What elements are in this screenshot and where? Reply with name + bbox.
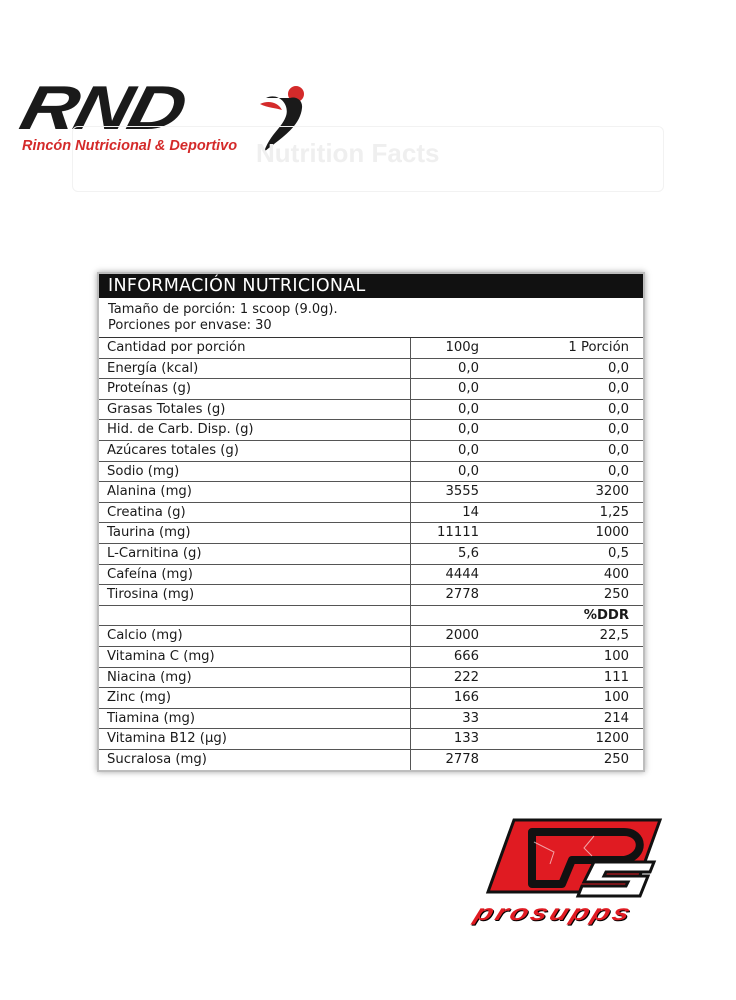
value-per-100g: 11111 xyxy=(437,525,479,541)
nutrient-name: Cafeína (mg) xyxy=(99,565,411,585)
nutrient-name: Zinc (mg) xyxy=(99,688,411,708)
nutrient-rows xyxy=(99,359,643,771)
header-per100: 100g xyxy=(445,340,479,355)
value-per-serving: 214 xyxy=(603,710,629,726)
value-per-serving: 0,5 xyxy=(608,545,629,561)
value-per-100g: 5,6 xyxy=(458,545,479,561)
nutrient-name: Alanina (mg) xyxy=(99,482,411,502)
table-row xyxy=(99,503,643,524)
value-per-serving: 100 xyxy=(603,648,629,664)
table-row xyxy=(99,462,643,483)
table-row xyxy=(99,750,643,771)
nutrient-name: Proteínas (g) xyxy=(99,379,411,399)
table-row xyxy=(99,626,643,647)
nutrient-name: Grasas Totales (g) xyxy=(99,400,411,420)
table-row xyxy=(99,359,643,380)
value-per-100g: 2000 xyxy=(445,628,479,644)
value-per-serving: 400 xyxy=(603,566,629,582)
value-per-serving: 100 xyxy=(603,690,629,706)
value-per-serving: 0,0 xyxy=(608,442,629,458)
table-row xyxy=(99,688,643,709)
serving-size: Tamaño de porción: 1 scoop (9.0g). xyxy=(108,302,338,317)
value-per-100g: 666 xyxy=(453,648,479,664)
prosupps-logo xyxy=(470,812,690,928)
value-per-100g: 0,0 xyxy=(458,381,479,397)
value-per-serving: 250 xyxy=(603,587,629,603)
value-per-100g: 3555 xyxy=(445,484,479,500)
value-per-serving: 0,0 xyxy=(608,381,629,397)
value-per-serving: 22,5 xyxy=(599,628,629,644)
value-per-100g: 0,0 xyxy=(458,401,479,417)
value-per-serving: %DDR xyxy=(583,607,629,623)
value-per-serving: 3200 xyxy=(595,484,629,500)
table-row xyxy=(99,379,643,400)
table-row xyxy=(99,647,643,668)
nutrient-name: Vitamina B12 (µg) xyxy=(99,729,411,749)
table-row xyxy=(99,523,643,544)
nutrient-name: Energía (kcal) xyxy=(99,359,411,379)
table-row xyxy=(99,441,643,462)
prosupps-emblem-icon xyxy=(474,812,690,904)
nutrient-name: Creatina (g) xyxy=(99,503,411,523)
serving-info xyxy=(99,298,643,338)
table-row xyxy=(99,400,643,421)
nutrient-name: Tirosina (mg) xyxy=(99,585,411,605)
nutrient-name: Hid. de Carb. Disp. (g) xyxy=(99,420,411,440)
servings-per-container: Porciones por envase: 30 xyxy=(108,318,272,333)
rnd-wordmark: RND xyxy=(13,74,192,143)
table-header-row xyxy=(99,338,643,359)
value-per-serving: 1,25 xyxy=(599,504,629,520)
nutrient-name: L-Carnitina (g) xyxy=(99,544,411,564)
table-row xyxy=(99,420,643,441)
nutrition-table xyxy=(97,272,645,772)
value-per-serving: 111 xyxy=(603,669,629,685)
value-per-100g: 133 xyxy=(453,731,479,747)
value-per-serving: 0,0 xyxy=(608,401,629,417)
nutrient-name: Taurina (mg) xyxy=(99,523,411,543)
value-per-serving: 250 xyxy=(603,751,629,767)
value-per-100g xyxy=(411,606,479,626)
table-title: INFORMACIÓN NUTRICIONAL xyxy=(99,274,643,298)
table-row xyxy=(99,482,643,503)
value-per-serving: 0,0 xyxy=(608,360,629,376)
table-row xyxy=(99,544,643,565)
header-name: Cantidad por porción xyxy=(99,338,411,358)
table-row xyxy=(99,729,643,750)
prosupps-wordmark: prosupps xyxy=(470,900,637,925)
table-row xyxy=(99,668,643,689)
header-per-serving: 1 Porción xyxy=(568,340,629,355)
value-per-100g: 33 xyxy=(462,710,479,726)
nutrient-name xyxy=(99,606,411,626)
nutrient-name: Azúcares totales (g) xyxy=(99,441,411,461)
value-per-serving: 1000 xyxy=(595,525,629,541)
value-per-100g: 166 xyxy=(453,690,479,706)
value-per-serving: 1200 xyxy=(595,731,629,747)
table-row xyxy=(99,709,643,730)
nutrient-name: Sodio (mg) xyxy=(99,462,411,482)
nutrient-name: Niacina (mg) xyxy=(99,668,411,688)
value-per-serving: 0,0 xyxy=(608,422,629,438)
nutrient-name: Tiamina (mg) xyxy=(99,709,411,729)
ghost-title: Nutrition Facts xyxy=(256,138,440,168)
value-per-100g: 2778 xyxy=(445,587,479,603)
value-per-100g: 0,0 xyxy=(458,360,479,376)
rnd-tagline: Rincón Nutricional & Deportivo xyxy=(22,138,238,154)
nutrient-name: Calcio (mg) xyxy=(99,626,411,646)
nutrient-name: Vitamina C (mg) xyxy=(99,647,411,667)
value-per-serving: 0,0 xyxy=(608,463,629,479)
value-per-100g: 222 xyxy=(453,669,479,685)
table-row xyxy=(99,565,643,586)
table-row xyxy=(99,585,643,606)
value-per-100g: 2778 xyxy=(445,751,479,767)
table-row xyxy=(99,606,643,627)
value-per-100g: 4444 xyxy=(445,566,479,582)
nutrient-name: Sucralosa (mg) xyxy=(99,750,411,771)
value-per-100g: 0,0 xyxy=(458,422,479,438)
value-per-100g: 0,0 xyxy=(458,442,479,458)
value-per-100g: 0,0 xyxy=(458,463,479,479)
value-per-100g: 14 xyxy=(462,504,479,520)
